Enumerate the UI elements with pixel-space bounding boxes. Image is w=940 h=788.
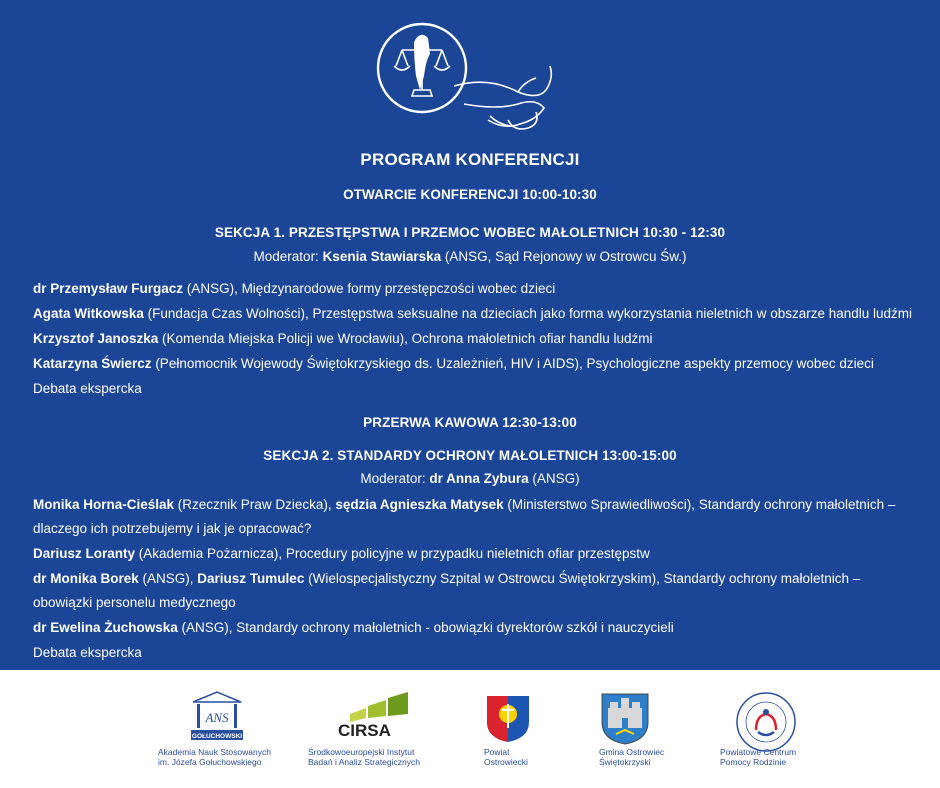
partners-footer [0,670,940,788]
section1-list [33,279,913,399]
svg-text:CIRSA: CIRSA [338,721,391,738]
list-item: Katarzyna Świercz (Pełnomocnik Wojewody Świętokrzyskiego ds. Uzależnień, HIV i AIDS), Psychologiczne aspekty przemocy wobec dzieci [33,356,874,371]
pcpr-logo-icon [734,690,798,754]
justice-hands-icon [368,20,578,144]
break-heading: PRZERWA KAWOWA 12:30-13:00 [363,415,577,430]
svg-text:ANS: ANS [205,710,229,725]
section1-heading: SEKCJA 1. PRZESTĘPSTWA I PRZEMOC WOBEC MAŁOLETNICH 10:30 - 12:30 [214,225,726,240]
page-title: PROGRAM KONFERENCJI [360,150,580,169]
debate-label: Debata ekspercka [33,381,142,396]
list-item: dr Monika Borek (ANSG), Dariusz Tumulec (Wielospecjalistyczny Szpital w Ostrowcu Świętokrzyskim), Standardy ochrony małoletnich – [33,571,861,586]
powiat-crest-icon [485,694,531,744]
list-item: dr Przemysław Furgacz (ANSG), Międzynarodowe formy przestępczości wobec dzieci [33,281,556,296]
list-item: Agata Witkowska (Fundacja Czas Wolności), Przestępstwa seksualne na dzieciach jako forma wykorzystania nieletnich w obszarze handlu ludźmi [33,306,913,321]
ansg-logo-icon [187,690,247,742]
list-item-continuation: obowiązki personelu medycznego [33,595,236,610]
section1-moderator: Moderator: Ksenia Stawiarska (ANSG, Sąd Rejonowy w Ostrowcu Św.) [253,249,687,264]
moderator-name: dr Anna Zybura [429,471,529,486]
section2-moderator: Moderator: dr Anna Zybura (ANSG) [360,471,580,486]
debate-label: Debata ekspercka [33,645,142,660]
gmina-crest-icon [600,692,650,746]
pcpr-caption: Powiatowe Centrum Pomocy Rodzinie [720,747,797,767]
gmina-caption: Gmina Ostrowiec Świętokrzyski [599,747,665,767]
moderator-name: Ksenia Stawiarska [322,249,442,264]
cirsa-logo-icon [336,692,410,738]
list-item: Dariusz Loranty (Akademia Pożarnicza), Procedury policyjne w przypadku nieletnich ofiar przestępstw [33,546,650,561]
list-item: Krzysztof Janoszka (Komenda Miejska Policji we Wrocławiu), Ochrona małoletnich ofiar handlu ludźmi [33,331,653,346]
powiat-caption: Powiat Ostrowiecki [484,747,528,767]
section2-heading: SEKCJA 2. STANDARDY OCHRONY MAŁOLETNICH 13:00-15:00 [263,448,677,463]
list-item: dr Ewelina Żuchowska (ANSG), Standardy ochrony małoletnich - obowiązki dyrektorów szkół i nauczycieli [33,620,674,635]
ansg-caption: Akademia Nauk Stosowanych im. Józefa Gołuchowskiego [158,747,271,767]
opening-heading: OTWARCIE KONFERENCJI 10:00-10:30 [343,187,597,202]
list-item: Monika Horna-Cieślak (Rzecznik Praw Dziecka), sędzia Agnieszka Matysek (Ministerstwo Sprawiedliwości), Standardy ochrony małoletnich – [33,497,896,512]
svg-text:GOŁUCHOWSKI: GOŁUCHOWSKI [191,733,243,740]
cirsa-caption: Środkowoeuropejski Instytut Badań i Analiz Strategicznych [308,747,420,767]
list-item-continuation: dlaczego ich potrzebujemy i jak je opracować? [33,521,312,536]
section2-list [33,495,913,663]
